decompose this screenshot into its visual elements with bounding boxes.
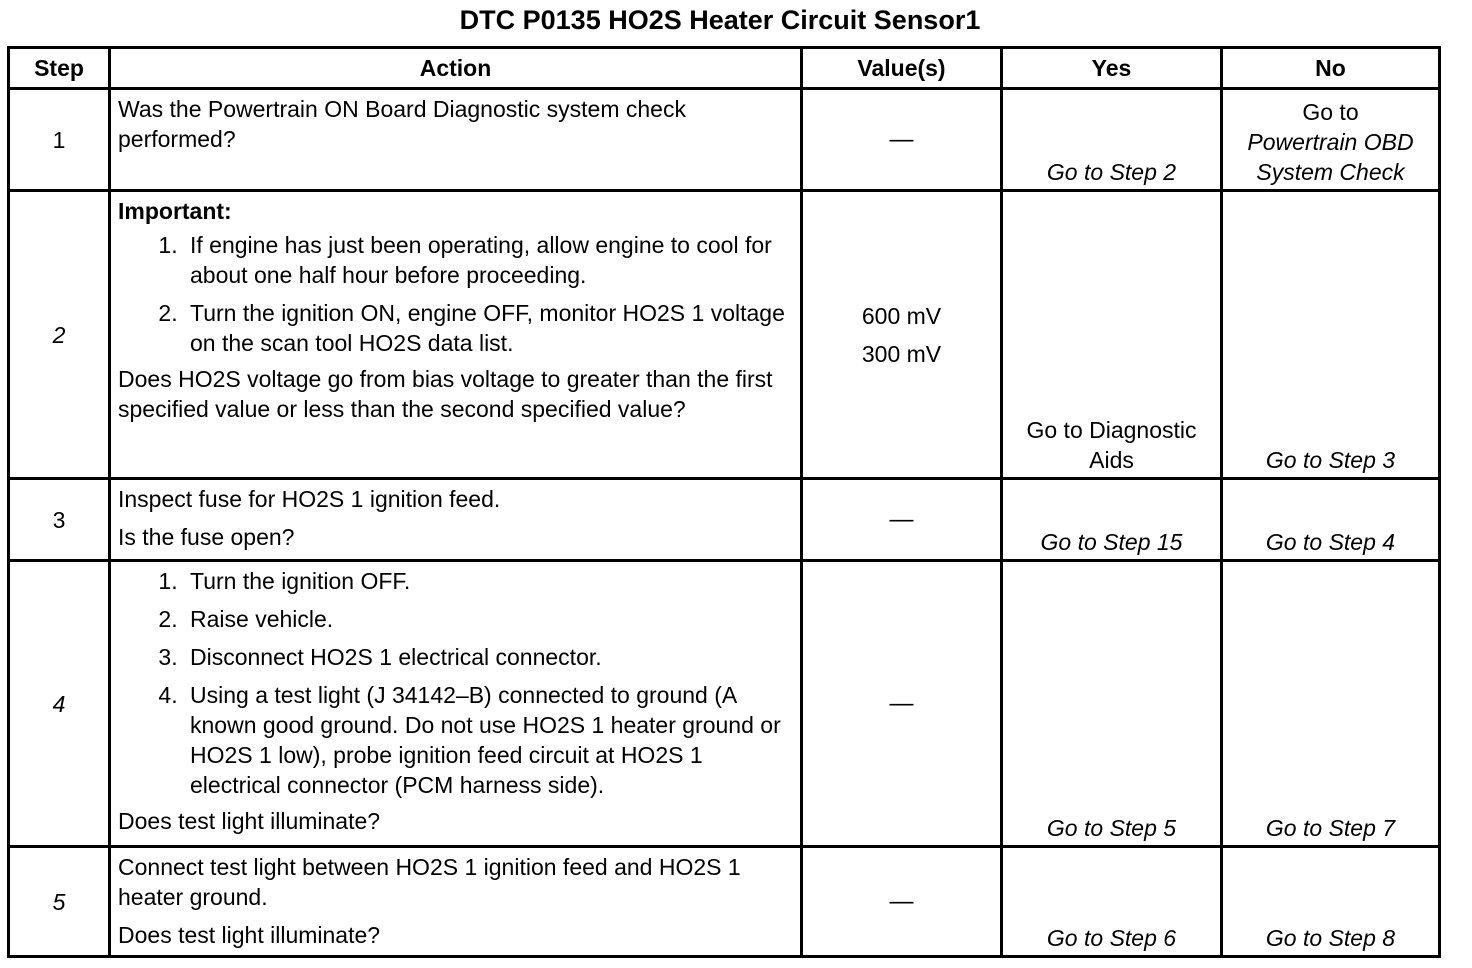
important-label: Important: [118,198,232,224]
yes-cell [1002,191,1222,479]
header-values: Value(s) [802,48,1002,89]
table-row [9,89,1440,191]
page-title: DTC P0135 HO2S Heater Circuit Sensor1 [459,5,981,35]
yes-link: Go to Step 2 [1046,159,1177,185]
action-text: Was the Powertrain ON Board Diagnostic system check performed? [118,96,686,152]
list-item: 4. Using a test light (J 34142–B) connected to ground (A known good ground. Do not use HO2S 1 heater ground or HO2S 1 low), probe ignition feed circuit at HO2S 1 electrical connector (PCM harness side). [184,680,794,800]
no-cell [1222,561,1440,847]
yes-cell [1002,89,1222,191]
no-link: Go to Step 8 [1265,925,1396,951]
header-yes: Yes [1002,48,1222,89]
table-row [9,561,1440,847]
yes-cell [1002,479,1222,561]
list-item: 1. If engine has just been operating, allow engine to cool for about one half hour before proceeding. [184,230,794,290]
no-link-target: Powertrain OBD System Check [1247,129,1414,185]
question-text: Does test light illuminate? [118,808,381,834]
header-action: Action [110,48,802,89]
value-second: 300 mV [861,340,942,367]
no-link [1223,97,1438,189]
yes-cell [1002,847,1222,957]
no-link-prefix: Go to [1302,99,1359,125]
value-cell [802,191,1002,479]
question-text: Does test light illuminate? [118,922,381,948]
list-item: 2. Turn the ignition ON, engine OFF, monitor HO2S 1 voltage on the scan tool HO2S data list. [184,298,794,358]
step-number: 3 [9,479,110,561]
step-number: 1 [9,89,110,191]
no-cell [1222,191,1440,479]
diagnostic-table [7,46,1441,958]
step-number: 5 [9,847,110,957]
question-text: Does HO2S voltage go from bias voltage to greater than the first specified value or less than the second specified value? [118,366,773,422]
list-item: 3. Disconnect HO2S 1 electrical connector. [184,642,794,672]
action-text: Connect test light between HO2S 1 ignition feed and HO2S 1 heater ground. [118,854,741,910]
header-no: No [1222,48,1440,89]
header-row [9,48,1440,89]
table-row [9,479,1440,561]
action-list [118,230,794,358]
yes-link: Go to Step 5 [1046,815,1177,841]
action-cell [110,479,802,561]
value-first: 600 mV [861,302,942,329]
no-link: Go to Step 3 [1265,447,1396,473]
step-number: 4 [9,561,110,847]
no-link: Go to Step 4 [1265,529,1396,555]
list-item: 1. Turn the ignition OFF. [184,566,794,596]
no-cell [1222,89,1440,191]
no-cell [1222,847,1440,957]
yes-link: Go to Diagnostic Aids [1026,417,1197,473]
action-cell [110,561,802,847]
question-text: Is the fuse open? [118,524,295,550]
action-cell [110,89,802,191]
yes-link: Go to Step 15 [1040,529,1183,555]
action-cell [110,191,802,479]
value-cell: — [802,89,1002,191]
action-text: Inspect fuse for HO2S 1 ignition feed. [118,486,501,512]
value-cell: — [802,561,1002,847]
no-cell [1222,479,1440,561]
yes-cell [1002,561,1222,847]
header-step: Step [9,48,110,89]
table-row [9,191,1440,479]
no-link: Go to Step 7 [1265,815,1396,841]
table-row [9,847,1440,957]
list-item: 2. Raise vehicle. [184,604,794,634]
value-cell: — [802,479,1002,561]
action-cell [110,847,802,957]
yes-link: Go to Step 6 [1046,925,1177,951]
action-list [118,566,794,800]
step-number: 2 [9,191,110,479]
value-cell: — [802,847,1002,957]
